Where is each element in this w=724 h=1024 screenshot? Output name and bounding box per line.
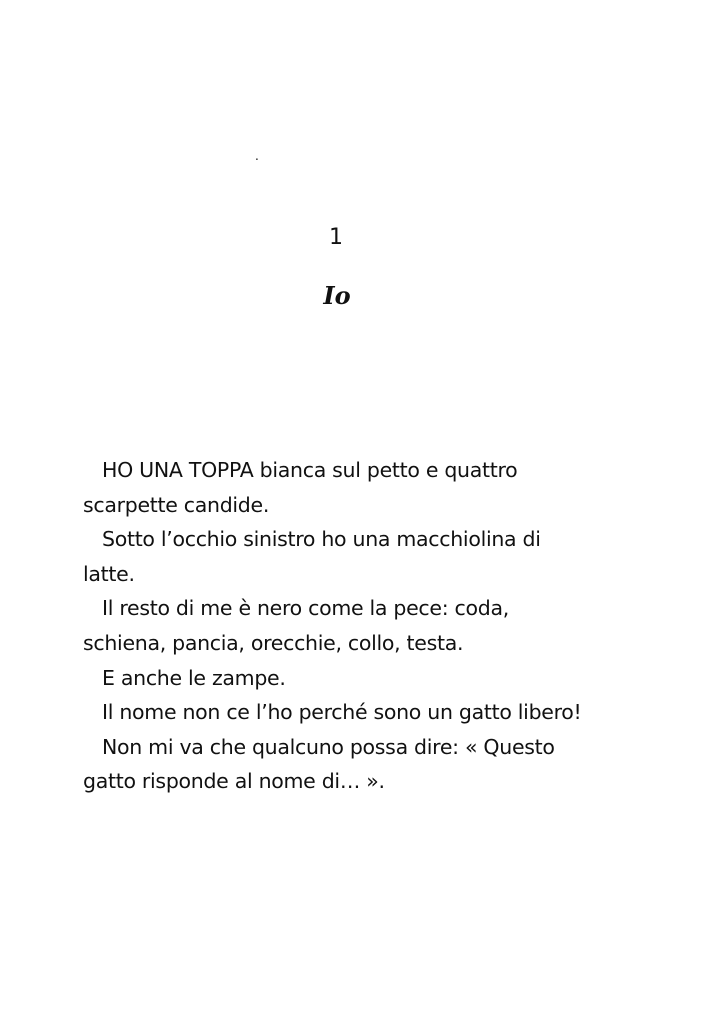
text-line: latte. <box>83 561 135 586</box>
chapter-body <box>83 453 643 799</box>
text-line: HO UNA TOPPA bianca sul petto e quattro <box>102 458 518 482</box>
text-line: gatto risponde al nome di… ». <box>83 769 385 794</box>
text-line: schiena, pancia, orecchie, collo, testa. <box>83 630 464 655</box>
text-line: scarpette candide. <box>83 492 270 517</box>
text-line: E anche le zampe. <box>102 665 286 690</box>
text-line: Non mi va che qualcuno possa dire: « Questo <box>102 734 555 759</box>
chapter-number: 1 <box>329 225 343 250</box>
text-line: Sotto l’occhio sinistro ho una macchiolina di <box>102 527 541 552</box>
text-line: Il nome non ce l’ho perché sono un gatto libero! <box>102 700 582 725</box>
chapter-title: Io <box>323 281 351 310</box>
stray-mark: . <box>255 149 259 163</box>
text-line: Il resto di me è nero come la pece: coda, <box>102 596 509 621</box>
